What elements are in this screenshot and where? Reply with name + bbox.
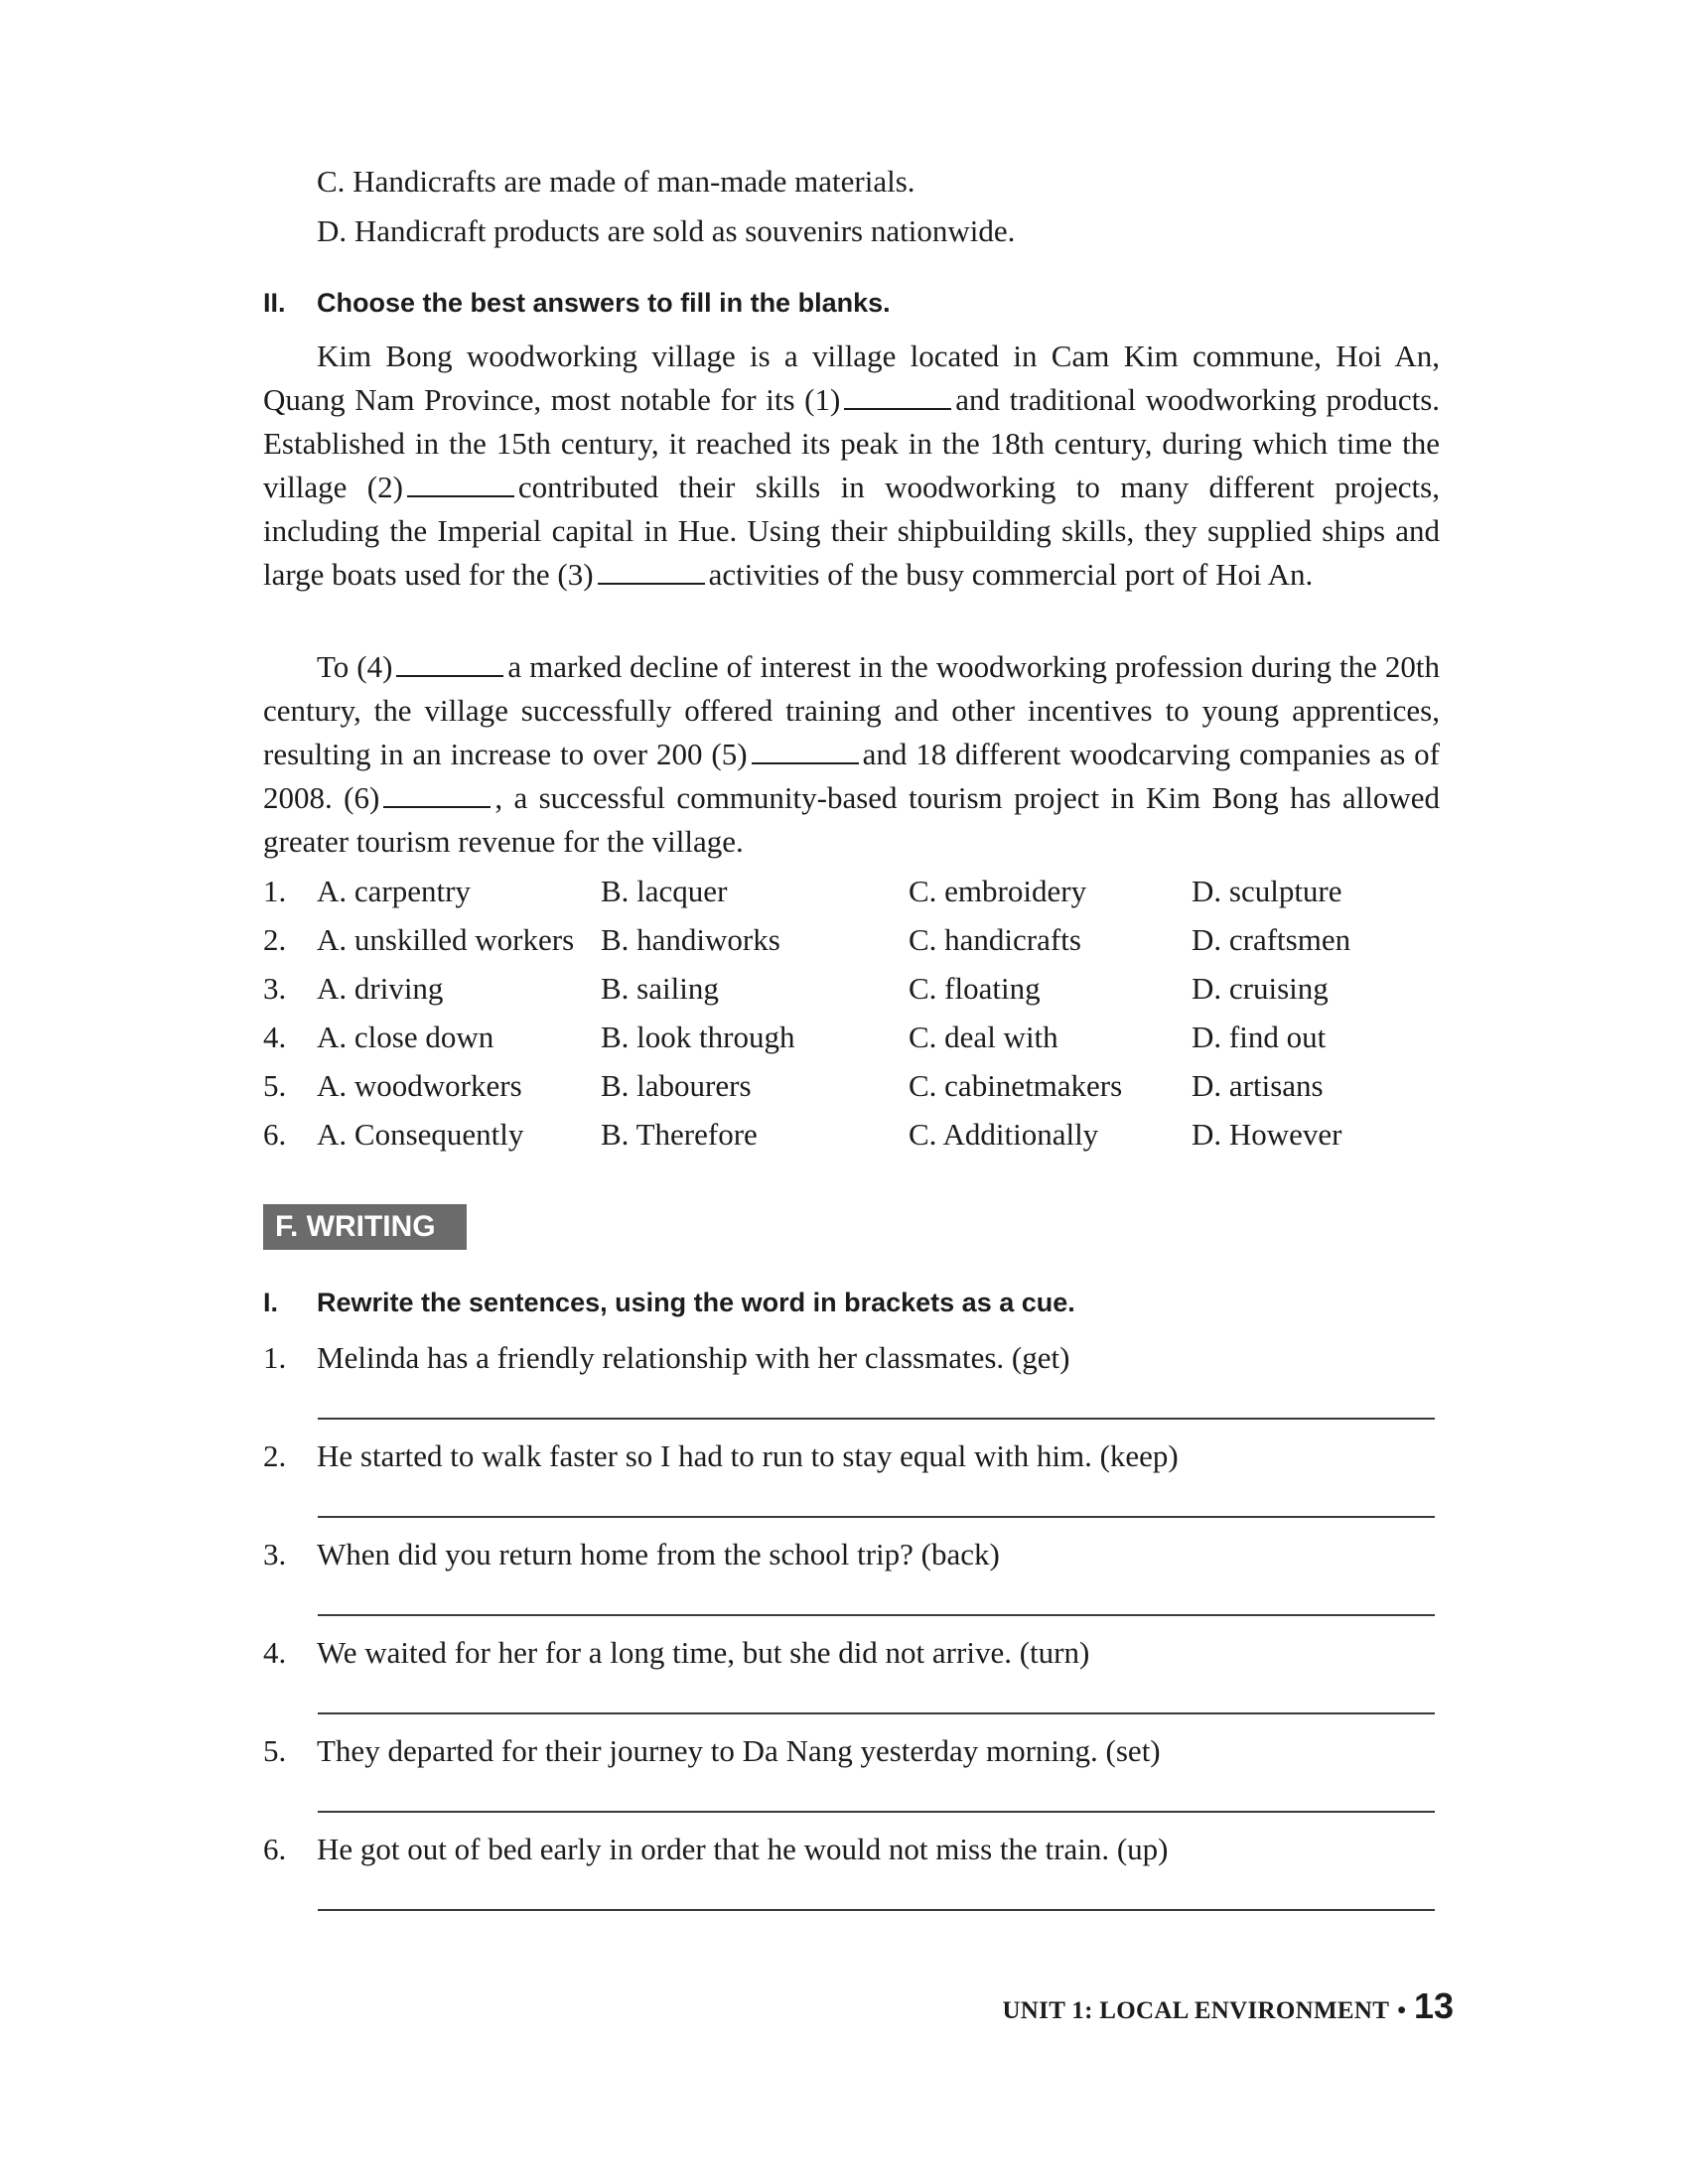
answer-line[interactable]: [318, 1614, 1435, 1616]
bullet-separator: •: [1397, 1997, 1406, 2024]
blank-2[interactable]: [407, 472, 514, 497]
item-number: 1.: [263, 1340, 287, 1375]
task-instruction: Choose the best answers to fill in the blanks.: [317, 288, 891, 318]
item-number: 2.: [263, 1438, 287, 1473]
page-number: 13: [1413, 1985, 1454, 2026]
blank-4[interactable]: [396, 651, 503, 677]
choice-number: 3.: [263, 971, 287, 1006]
choice-d[interactable]: D. artisans: [1192, 1068, 1324, 1103]
para2-text-4: , a successful community-based tourism project in Kim Bong has allowed greater tourism revenue for the village.: [263, 780, 1440, 859]
item-number: 4.: [263, 1635, 287, 1670]
blank-1[interactable]: [844, 384, 951, 410]
choice-number: 6.: [263, 1117, 287, 1152]
reading-paragraph-2: [263, 645, 1440, 864]
choice-row: [263, 922, 1455, 966]
para2-text-2: a marked decline of interest in the woodworking profession during the 20th century, the village successfully offered training and other incentives to young apprentices, resulting in an increase to over 200 (5): [263, 649, 1440, 771]
choice-number: 4.: [263, 1020, 287, 1054]
para2-text-3: and 18 different woodcarving companies as of 2008. (6): [263, 737, 1440, 815]
choice-b[interactable]: B. sailing: [601, 971, 719, 1006]
task-number: II.: [263, 288, 286, 318]
para1-text-1: Kim Bong woodworking village is a village located in Cam Kim commune, Hoi An, Quang Nam Province, most notable for its (1): [263, 339, 1440, 417]
choice-d[interactable]: D. However: [1192, 1117, 1342, 1152]
choice-a[interactable]: A. driving: [317, 971, 444, 1006]
choice-b[interactable]: B. look through: [601, 1020, 795, 1054]
answer-line[interactable]: [318, 1516, 1435, 1518]
item-number: 5.: [263, 1733, 287, 1768]
para1-text-2: and traditional woodworking products. Established in the 15th century, it reached its peak in the 18th century, during which time the village (2): [263, 382, 1441, 504]
choice-a[interactable]: A. carpentry: [317, 874, 471, 908]
option-c: C. Handicrafts are made of man-made materials.: [317, 164, 915, 199]
choice-c[interactable]: C. floating: [909, 971, 1041, 1006]
choice-c[interactable]: C. handicrafts: [909, 922, 1081, 957]
answer-line[interactable]: [318, 1811, 1435, 1813]
choice-b[interactable]: B. lacquer: [601, 874, 728, 908]
answer-line[interactable]: [318, 1418, 1435, 1420]
choice-c[interactable]: C. Additionally: [909, 1117, 1099, 1152]
item-number: 3.: [263, 1537, 287, 1571]
answer-line[interactable]: [318, 1712, 1435, 1714]
item-number: 6.: [263, 1832, 287, 1866]
item-sentence: Melinda has a friendly relationship with her classmates. (get): [317, 1340, 1070, 1375]
para1-text-3: contributed their skills in woodworking to many different projects, including the Imperial capital in Hue. Using their shipbuilding skills, they supplied ships and large boats used for the (3): [263, 470, 1440, 592]
choice-row: [263, 874, 1455, 917]
choice-b[interactable]: B. handiworks: [601, 922, 780, 957]
para2-text-1: To (4): [317, 649, 393, 684]
choice-number: 2.: [263, 922, 287, 957]
answer-line[interactable]: [318, 1909, 1435, 1911]
choice-a[interactable]: A. close down: [317, 1020, 494, 1054]
task-number: I.: [263, 1288, 279, 1317]
unit-title: UNIT 1: LOCAL ENVIRONMENT: [1002, 1997, 1390, 2024]
choice-a[interactable]: A. woodworkers: [317, 1068, 522, 1103]
item-sentence: He got out of bed early in order that he would not miss the train. (up): [317, 1832, 1169, 1866]
para1-text-4: activities of the busy commercial port of Hoi An.: [708, 557, 1314, 592]
blank-5[interactable]: [752, 739, 859, 764]
choice-row: [263, 1020, 1455, 1063]
choice-number: 5.: [263, 1068, 287, 1103]
reading-paragraph-1: [263, 335, 1440, 597]
choice-b[interactable]: B. labourers: [601, 1068, 752, 1103]
blank-3[interactable]: [598, 559, 705, 585]
option-d: D. Handicraft products are sold as souvenirs nationwide.: [317, 213, 1016, 248]
choice-row: [263, 1068, 1455, 1112]
choice-c[interactable]: C. cabinetmakers: [909, 1068, 1123, 1103]
item-sentence: They departed for their journey to Da Nang yesterday morning. (set): [317, 1733, 1161, 1768]
choice-d[interactable]: D. craftsmen: [1192, 922, 1351, 957]
blank-6[interactable]: [383, 782, 491, 808]
choice-b[interactable]: B. Therefore: [601, 1117, 758, 1152]
page-footer: [1002, 1985, 1454, 2027]
choice-number: 1.: [263, 874, 287, 908]
choice-row: [263, 971, 1455, 1015]
section-writing-tag: F. WRITING: [263, 1204, 467, 1250]
item-sentence: He started to walk faster so I had to run to stay equal with him. (keep): [317, 1438, 1179, 1473]
choice-d[interactable]: D. sculpture: [1192, 874, 1342, 908]
item-sentence: We waited for her for a long time, but she did not arrive. (turn): [317, 1635, 1090, 1670]
choice-d[interactable]: D. cruising: [1192, 971, 1329, 1006]
choice-a[interactable]: A. Consequently: [317, 1117, 524, 1152]
choice-d[interactable]: D. find out: [1192, 1020, 1327, 1054]
item-sentence: When did you return home from the school trip? (back): [317, 1537, 1000, 1571]
choice-c[interactable]: C. deal with: [909, 1020, 1058, 1054]
choice-c[interactable]: C. embroidery: [909, 874, 1087, 908]
choice-row: [263, 1117, 1455, 1160]
choice-a[interactable]: A. unskilled workers: [317, 922, 575, 957]
task-instruction: Rewrite the sentences, using the word in brackets as a cue.: [317, 1288, 1075, 1317]
